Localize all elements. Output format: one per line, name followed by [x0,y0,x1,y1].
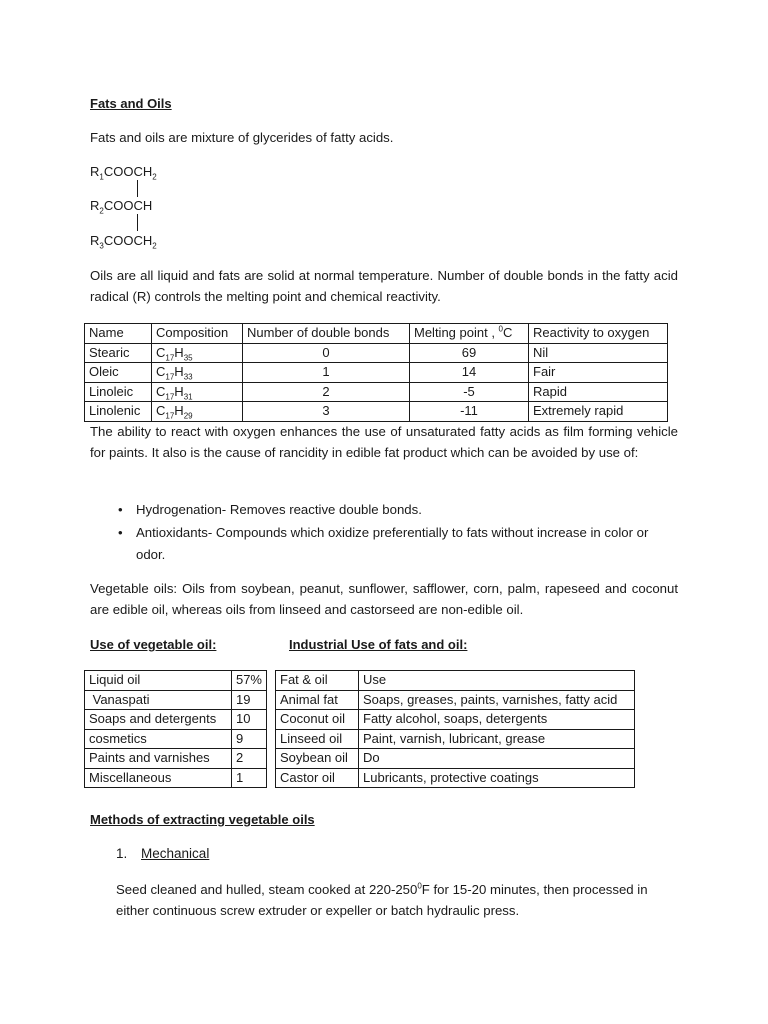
industrial-use-table [275,670,635,788]
acid-melting: -5 [410,382,529,402]
fat-use: Paint, varnish, lubricant, grease [359,729,635,749]
acid-reactivity: Extremely rapid [529,402,668,422]
list-item: • Hydrogenation- Removes reactive double bonds. [90,499,678,521]
table-row [85,363,668,383]
use-value: 1 [231,768,266,788]
use-label: Vanaspati [85,690,232,710]
acid-reactivity: Fair [529,363,668,383]
acid-bonds: 2 [243,382,410,402]
fat-name: Coconut oil [276,710,359,730]
fat-use: Fatty alcohol, soaps, detergents [359,710,635,730]
fat-use: Do [359,749,635,769]
methods-heading: Methods of extracting vegetable oils [90,812,315,827]
acid-name: Linolenic [85,402,152,422]
table-row [276,768,635,788]
use-label: Liquid oil [85,671,232,691]
header-reactivity: Reactivity to oxygen [529,324,668,344]
table-row [276,710,635,730]
acid-bonds: 1 [243,363,410,383]
acid-bonds: 3 [243,402,410,422]
fat-use: Soaps, greases, paints, varnishes, fatty acid [359,690,635,710]
use-value: 57% [231,671,266,691]
industrial-use-heading: Industrial Use of fats and oil: [289,637,468,652]
use-value: 2 [231,749,266,769]
fat-name: Soybean oil [276,749,359,769]
acid-melting: 69 [410,343,529,363]
table-row [85,343,668,363]
oxygen-reactivity-paragraph: The ability to react with oxygen enhances the use of unsaturated fatty acids as film forming vehicle for paints. It also is the cause of rancidity in edible fat product which can be avoided by use of: [90,424,678,460]
table-row [276,690,635,710]
table-row [276,729,635,749]
vegetable-oils-paragraph: Vegetable oils: Oils from soybean, peanut, sunflower, safflower, corn, palm, rapeseed and coconut are edible oil, whereas oils from linseed and castorseed are non-edible oil. [90,581,678,617]
fat-use: Use [359,671,635,691]
bullet-icon: • [118,502,123,517]
acid-name: Oleic [85,363,152,383]
use-label: Miscellaneous [85,768,232,788]
acid-bonds: 0 [243,343,410,363]
melting-point-paragraph: Oils are all liquid and fats are solid at normal temperature. Number of double bonds in the fatty acid radical (R) controls the melting point and chemical reactivity. [90,268,678,304]
fat-name: Animal fat [276,690,359,710]
table-row [276,749,635,769]
use-vegetable-oil-heading: Use of vegetable oil: [90,637,217,652]
acid-composition: $C_{17}H_{29}$ [152,402,243,422]
acid-melting: 14 [410,363,529,383]
table-row [85,402,668,422]
use-label: Paints and varnishes [85,749,232,769]
acid-name: Linoleic [85,382,152,402]
header-melting-point: Melting point , $^0$C [410,324,529,344]
mechanical-description: Seed cleaned and hulled, steam cooked at $220-250^0F$ for 15-20 minutes, then processed in either continuous screw extruder or expeller or batch hydraulic press. [116,881,648,918]
fat-use: Lubricants, protective coatings [359,768,635,788]
acid-reactivity: Rapid [529,382,668,402]
use-value: 19 [231,690,266,710]
header-double-bonds: Number of double bonds [243,324,410,344]
table-row [85,749,267,769]
fatty-acid-table [84,323,668,422]
method-item-mechanical [116,846,209,861]
acid-reactivity: Nil [529,343,668,363]
acid-name: Stearic [85,343,152,363]
use-label: Soaps and detergents [85,710,232,730]
acid-composition: $C_{17}H_{31}$ [152,382,243,402]
glyceride-line-1: $R_1COOCH_2$ [90,164,157,182]
table-row [85,671,267,691]
method-label: Mechanical [141,846,210,861]
table-row [276,671,635,691]
bond-line-2 [137,214,138,231]
glyceride-line-2: $R_2COOCH$ [90,198,153,216]
vegetable-oil-use-table [84,670,267,788]
bullet-icon: • [118,525,123,540]
table-row [85,729,267,749]
header-name: Name [85,324,152,344]
method-number: 1. [116,846,128,861]
table-row [85,690,267,710]
fat-name: Linseed oil [276,729,359,749]
intro-text: Fats and oils are mixture of glycerides of fatty acids. [90,130,394,145]
table-row [85,768,267,788]
use-value: 10 [231,710,266,730]
acid-composition: $C_{17}H_{35}$ [152,343,243,363]
bullet-list [90,499,678,566]
bond-line-1 [137,180,138,197]
table-row [85,382,668,402]
fat-name: Castor oil [276,768,359,788]
glyceride-line-3: $R_3COOCH_2$ [90,233,157,251]
list-item: • Antioxidants- Compounds which oxidize preferentially to fats without increase in color or odor. [90,522,678,566]
table-header-row [85,324,668,344]
acid-melting: -11 [410,402,529,422]
use-label: cosmetics [85,729,232,749]
acid-composition: $C_{17}H_{33}$ [152,363,243,383]
use-value: 9 [231,729,266,749]
header-composition: Composition [152,324,243,344]
table-row [85,710,267,730]
page-title: Fats and Oils [90,96,172,111]
fat-name: Fat & oil [276,671,359,691]
